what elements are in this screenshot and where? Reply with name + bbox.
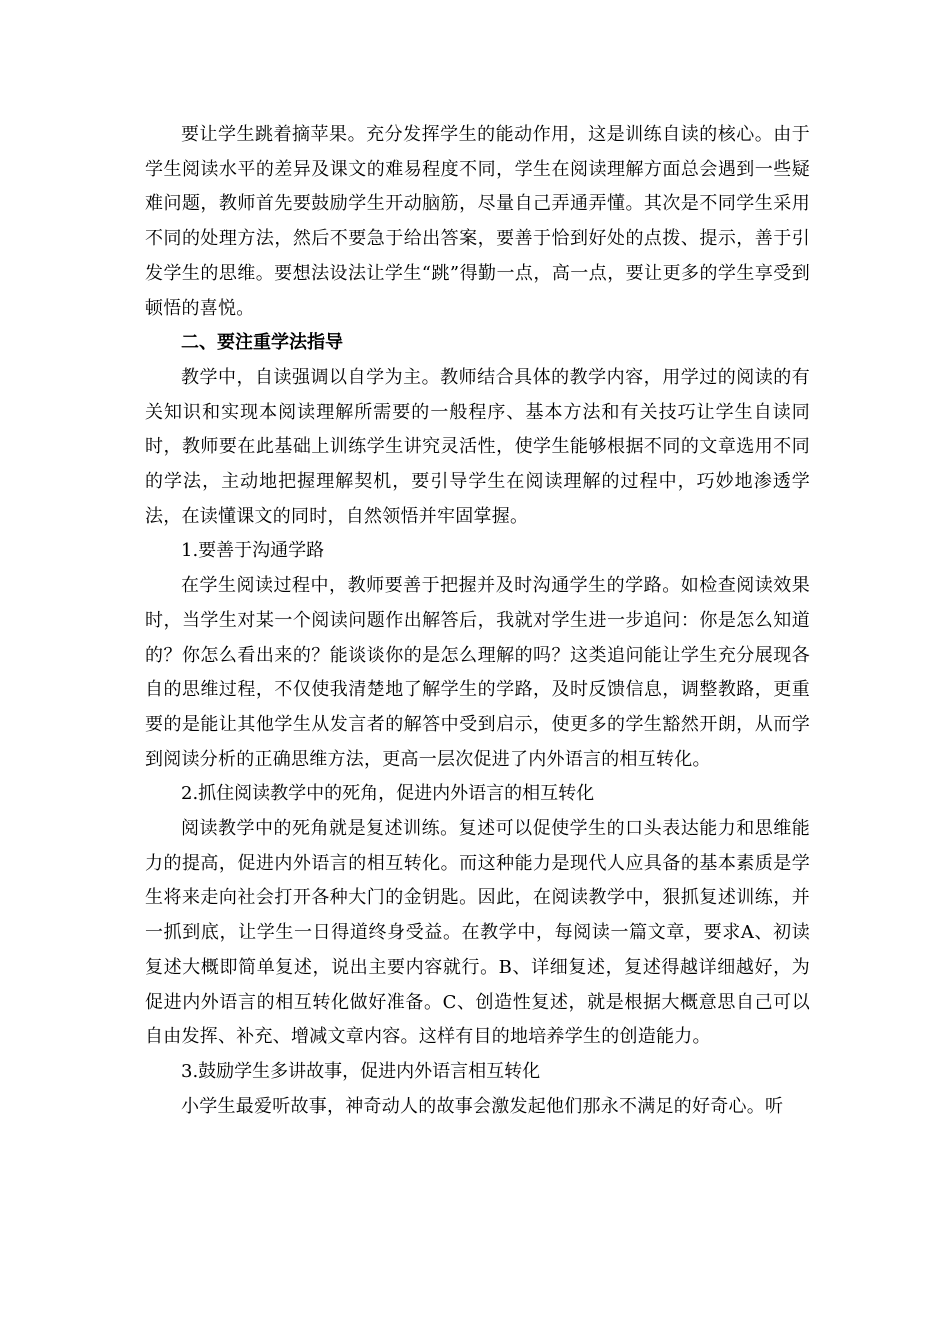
- paragraph-retelling: 阅读教学中的死角就是复述训练。复述可以促使学生的口头表达能力和思维能力的提高，促进内外语言的相互转化。而这种能力是现代人应具备的基本素质是学生将来走向社会打开各种大门的金钥匙。因此，在阅读教学中，狠抓复述训练，并一抓到底，让学生一日得道终身受益。在教学中，每阅读一篇文章，要求A、初读复述大概即简单复述，说出主要内容就行。B、详细复述，复述得越详细越好，为促进内外语言的相互转化做好准备。C、创造性复述，就是根据大概意思自己可以自由发挥、补充、增减文章内容。这样有目的地培养学生的创造能力。: [145, 818, 810, 1048]
- subheading-storytelling: 3.鼓励学生多讲故事，促进内外语言相互转化: [181, 1060, 541, 1082]
- subheading-retelling: 2.抓住阅读教学中的死角，促进内外语言的相互转化: [181, 783, 595, 805]
- paragraph-pick-apples: 要让学生跳着摘苹果。充分发挥学生的能动作用，这是训练自读的核心。由于学生阅读水平的差异及课文的难易程度不同，学生在阅读理解方面总会遇到一些疑难问题，教师首先要鼓励学生开动脑筋，尽量自己弄通弄懂。其次是不同学生采用不同的处理方法，然后不要急于给出答案，要善于恰到好处的点拨、提示，善于引发学生的思维。要想法设法让学生“跳”得勤一点，高一点，要让更多的学生享受到顿悟的喜悦。: [145, 124, 810, 319]
- subheading-learning-path: 1.要善于沟通学路: [181, 540, 325, 562]
- paragraph-storytelling: 小学生最爱听故事，神奇动人的故事会激发起他们那永不满足的好奇心。听: [181, 1095, 784, 1117]
- paragraph-learning-path: 在学生阅读过程中，教师要善于把握并及时沟通学生的学路。如检查阅读效果时，当学生对某一个阅读问题作出解答后，我就对学生进一步追问：你是怎么知道的？你怎么看出来的？能谈谈你的是怎么理解的吗？这类追问能让学生充分展现各自的思维过程，不仅使我清楚地了解学生的学路，及时反馈信息，调整教路，更重要的是能让其他学生从发言者的解答中受到启示，使更多的学生豁然开朗，从而学到阅读分析的正确思维方法，更高一层次促进了内外语言的相互转化。: [145, 575, 810, 770]
- paragraph-self-study: 教学中，自读强调以自学为主。教师结合具体的教学内容，用学过的阅读的有关知识和实现本阅读理解所需要的一般程序、基本方法和有关技巧让学生自读同时，教师要在此基础上训练学生讲究灵活性，使学生能够根据不同的文章选用不同的学法，主动地把握理解契机，要引导学生在阅读理解的过程中，巧妙地渗透学法，在读懂课文的同时，自然领悟并牢固掌握。: [145, 366, 810, 527]
- document-body: [145, 118, 810, 1124]
- section-heading-study-methods: 二、要注重学法指导: [181, 332, 343, 354]
